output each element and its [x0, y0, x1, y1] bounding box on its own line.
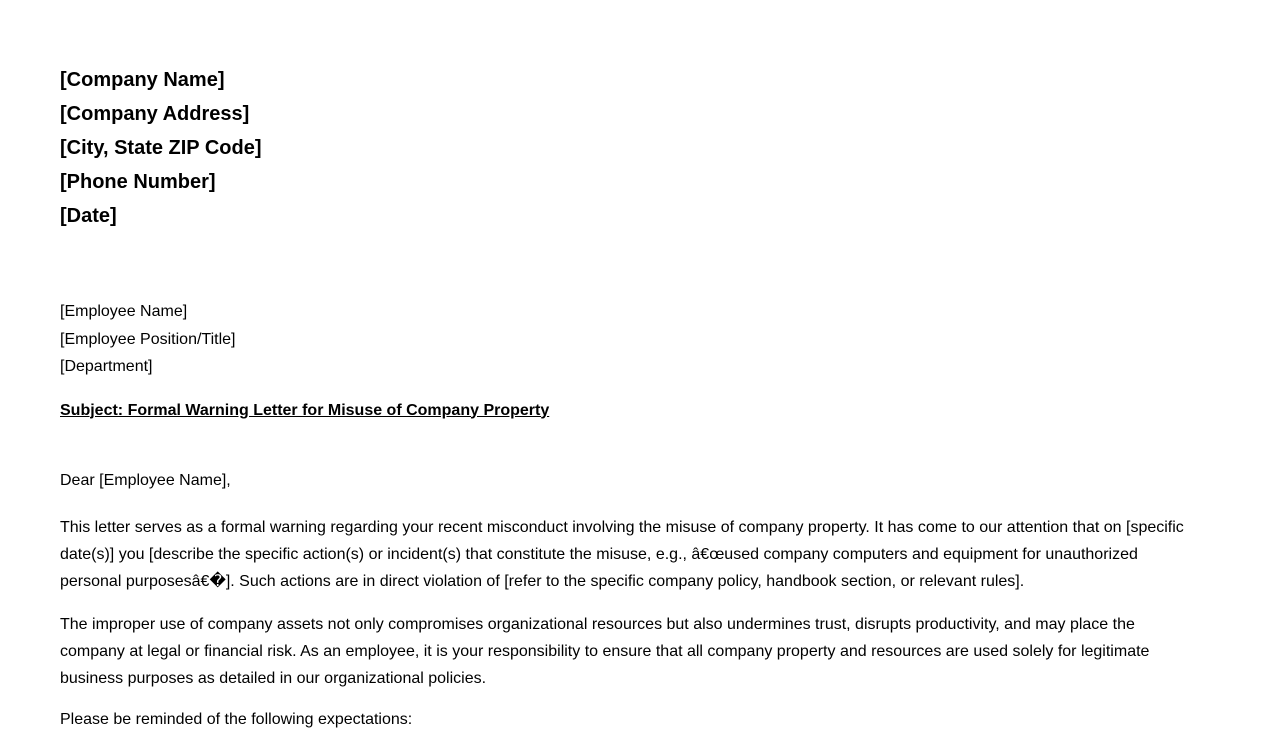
- recipient-block: [60, 298, 1200, 381]
- city-state-zip: [City, State ZIP Code]: [60, 137, 262, 159]
- phone-number: [Phone Number]: [60, 171, 216, 193]
- salutation: Dear [Employee Name],: [60, 471, 231, 489]
- body-paragraph-1: This letter serves as a formal warning regarding your recent misconduct involving the misuse of company property. It has come to our attention that on [specific date(s)] you [describe the specific action(s) or incident(s) that constitute the misuse, e.g., â€œused company computers and equipment for unauthorized personal purposesâ€�]. Such actions are in direct violation of [refer to the specific company policy, handbook section, or relevant rules].: [60, 518, 1184, 590]
- company-name: [Company Name]: [60, 69, 225, 91]
- expectations-intro: Please be reminded of the following expectations:: [60, 710, 413, 728]
- letter-date: [Date]: [60, 205, 117, 227]
- warning-letter: [60, 63, 1200, 731]
- subject-line: Subject: Formal Warning Letter for Misuse of Company Property: [60, 401, 550, 419]
- employee-position-title: [Employee Position/Title]: [60, 330, 236, 348]
- employee-department: [Department]: [60, 358, 153, 375]
- body-paragraph-2: The improper use of company assets not only compromises organizational resources but also undermines trust, disrupts productivity, and may place the company at legal or financial risk. As an employee, it is your responsibility to ensure that all company property and resources are used solely for legitimate business purposes as detailed in our organizational policies.: [60, 615, 1150, 687]
- company-address: [Company Address]: [60, 103, 250, 125]
- sender-block: [60, 63, 1200, 233]
- employee-name: [Employee Name]: [60, 303, 188, 320]
